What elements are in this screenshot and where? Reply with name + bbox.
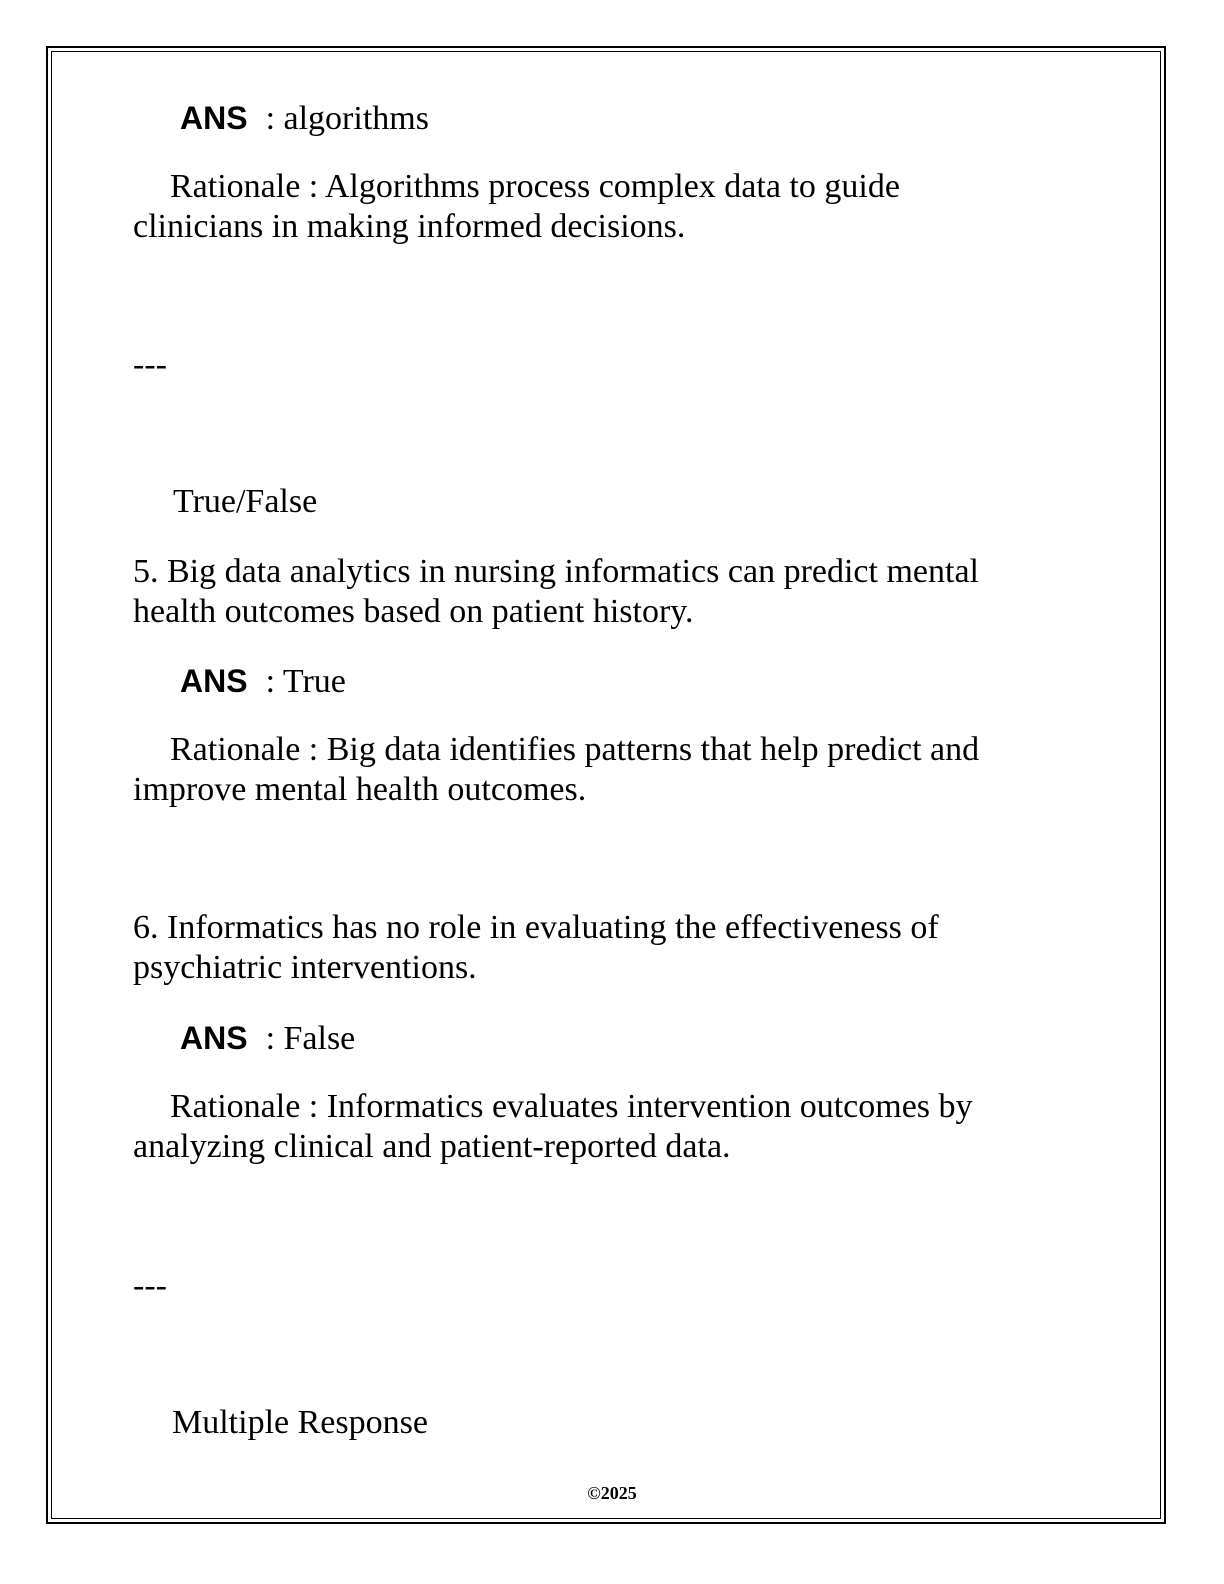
section-separator: --- xyxy=(133,346,167,383)
rationale-algorithms-line2: clinicians in making informed decisions. xyxy=(133,208,686,245)
question-6-line1: 6. Informatics has no role in evaluating the effectiveness of xyxy=(133,909,939,946)
answer-line-q5 xyxy=(180,661,346,702)
section-separator: --- xyxy=(133,1267,167,1304)
answer-value: : True xyxy=(265,663,346,700)
answer-line-q6 xyxy=(180,1018,355,1059)
answer-label: ANS xyxy=(180,100,248,136)
rationale-q6-line2: analyzing clinical and patient-reported data. xyxy=(133,1128,731,1165)
answer-value: : algorithms xyxy=(265,100,429,137)
question-6-line2: psychiatric interventions. xyxy=(133,949,477,986)
rationale-algorithms-line1: Rationale : Algorithms process complex data to guide xyxy=(170,168,900,205)
answer-label: ANS xyxy=(180,663,248,699)
rationale-q5-line1: Rationale : Big data identifies patterns that help predict and xyxy=(170,731,980,768)
answer-value: : False xyxy=(265,1020,356,1057)
section-heading-multiple-response: Multiple Response xyxy=(172,1404,428,1441)
question-5-line2: health outcomes based on patient history. xyxy=(133,593,694,630)
answer-label: ANS xyxy=(180,1020,248,1056)
question-5-line1: 5. Big data analytics in nursing informatics can predict mental xyxy=(133,553,979,590)
section-heading-true-false: True/False xyxy=(173,483,318,520)
rationale-q6-line1: Rationale : Informatics evaluates intervention outcomes by xyxy=(170,1088,973,1125)
answer-line-algorithms xyxy=(180,98,429,139)
copyright-footer: ©2025 xyxy=(587,1483,637,1503)
rationale-q5-line2: improve mental health outcomes. xyxy=(133,771,587,808)
